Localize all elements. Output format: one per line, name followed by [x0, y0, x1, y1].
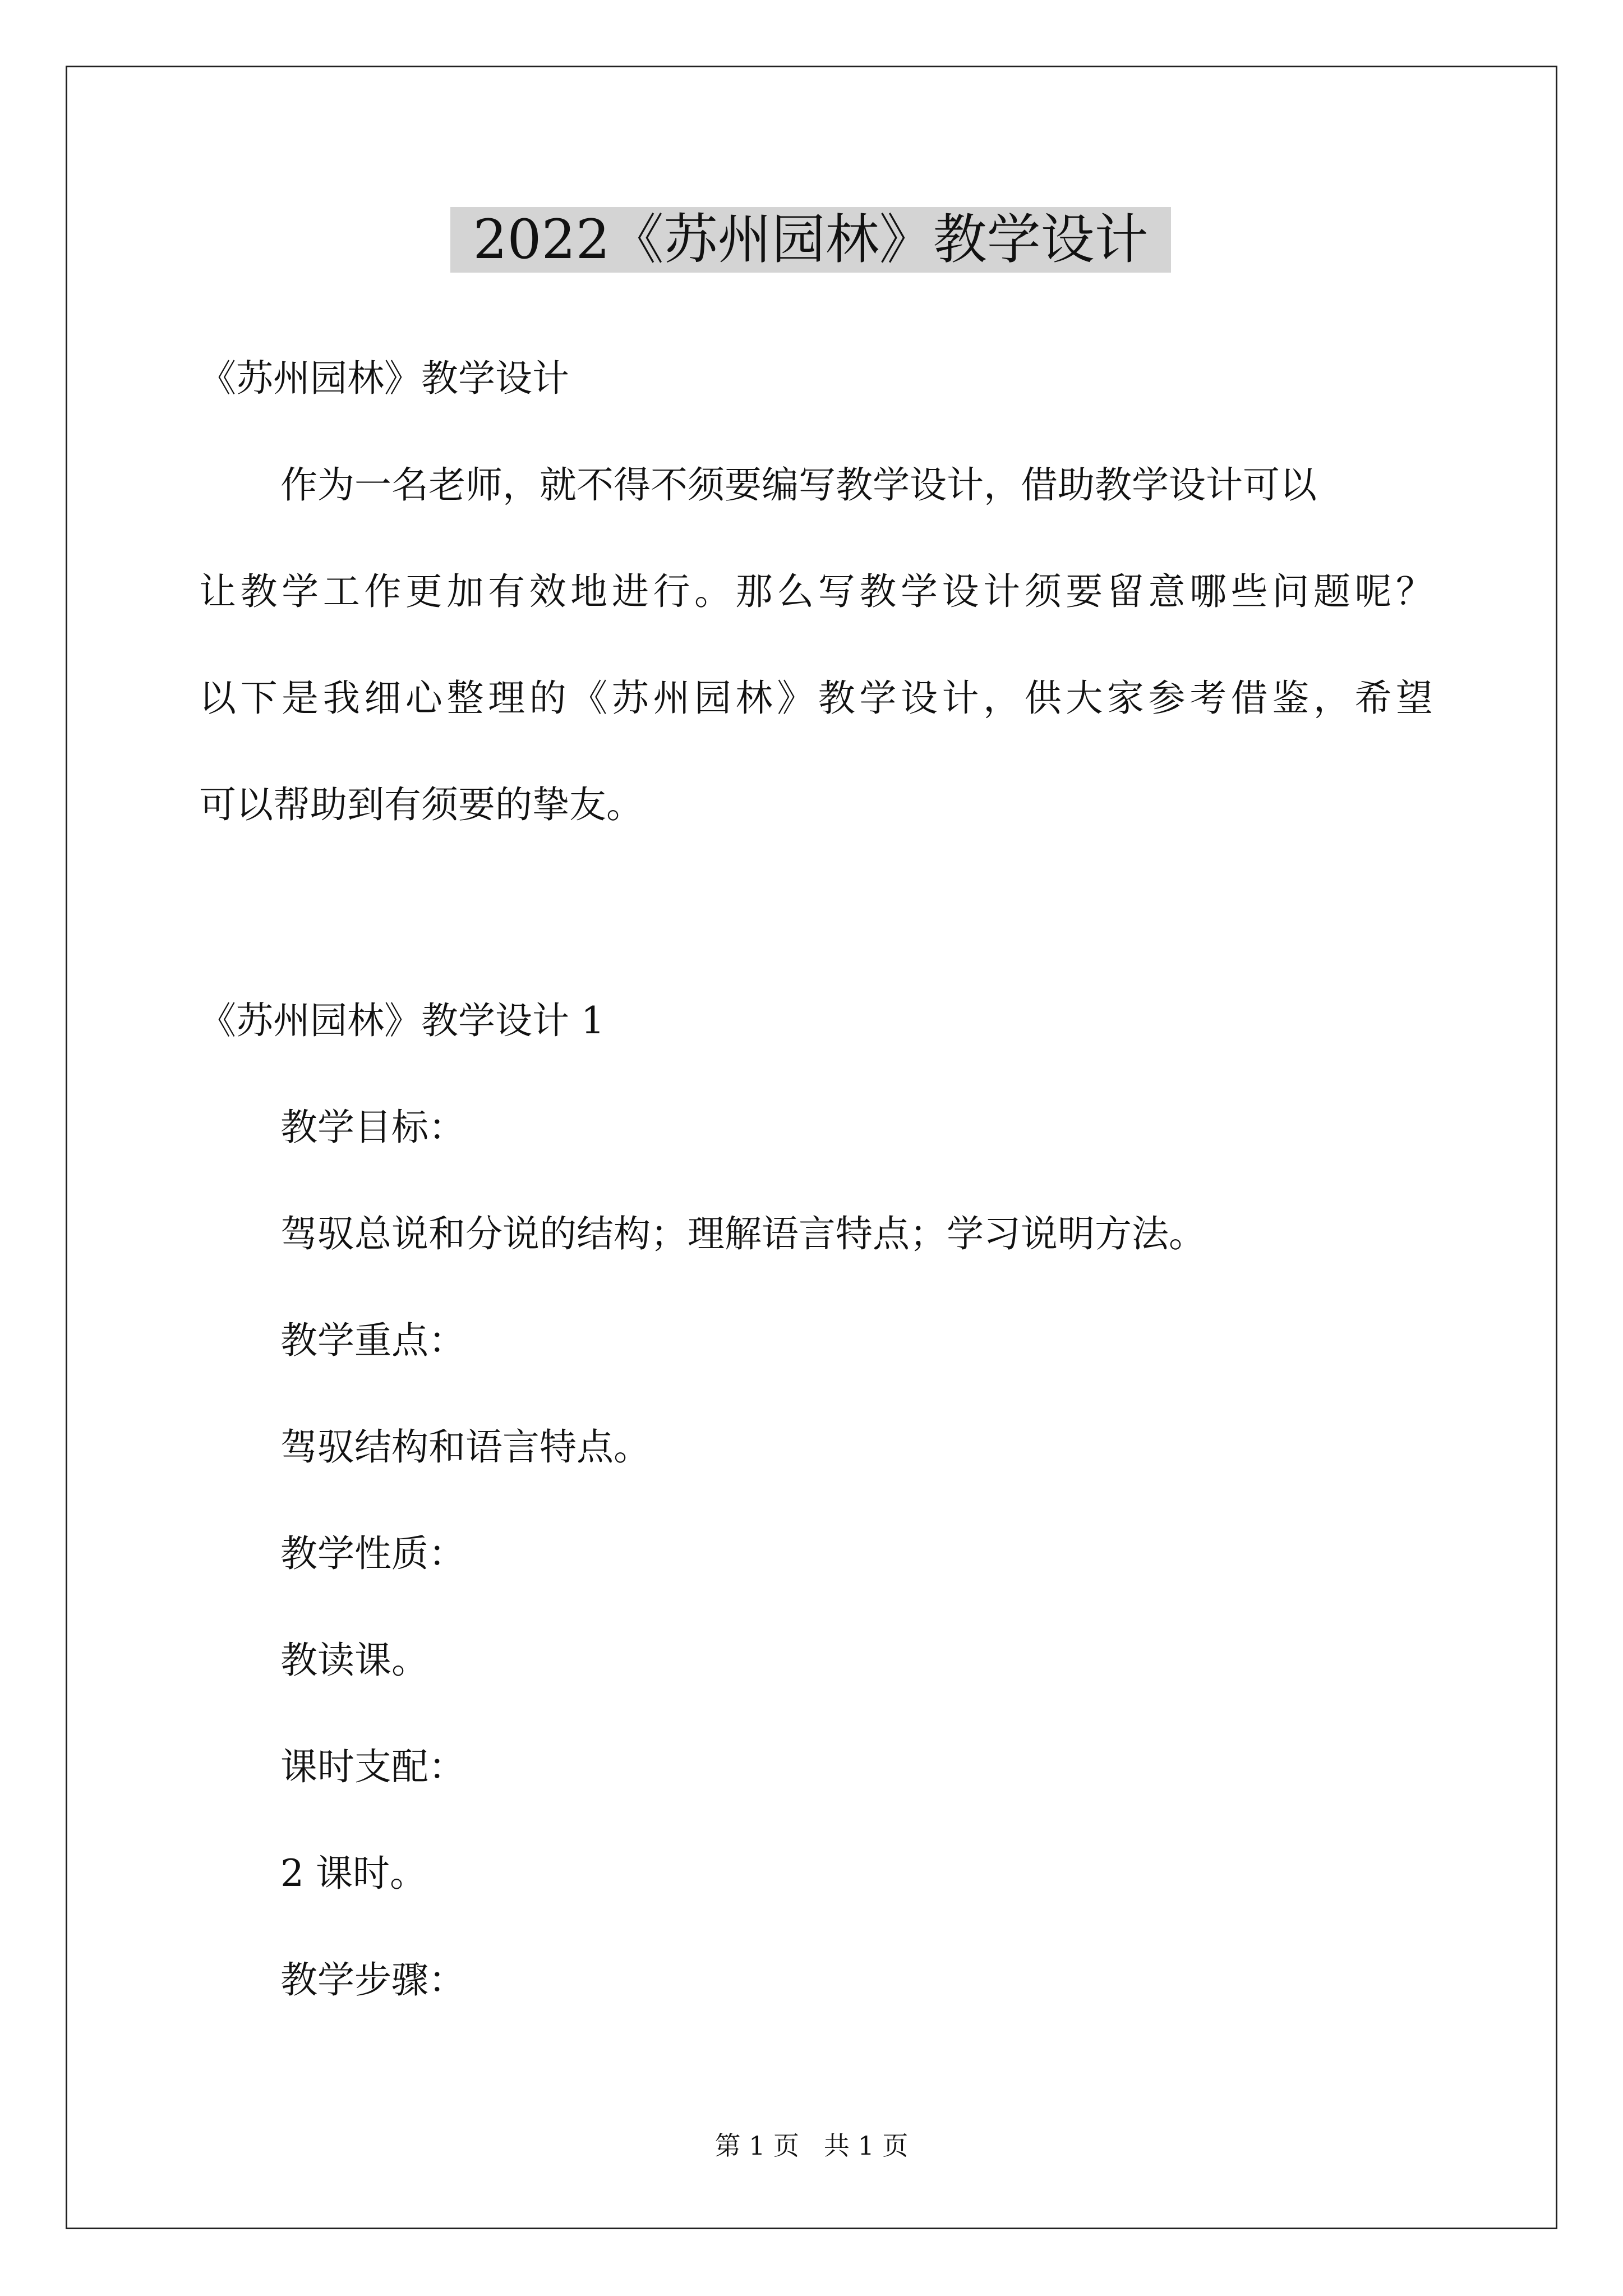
list-item: 驾驭总说和分说的结构；理解语言特点；学习说明方法。 — [280, 1212, 1206, 1255]
list-item: 教学重点： — [280, 1319, 465, 1362]
document-subtitle: 《苏州园林》教学设计 — [199, 357, 569, 400]
intro-line-3: 以下是我细心整理的《苏州园林》教学设计，供大家参考借鉴，希望 — [199, 677, 1433, 720]
list-item: 教学目标： — [280, 1106, 465, 1149]
intro-line-4: 可以帮助到有须要的挚友。 — [199, 783, 643, 826]
section-heading: 《苏州园林》教学设计 1 — [199, 999, 605, 1042]
page-footer: 第 1 页 共 1 页 — [714, 2131, 909, 2161]
list-item: 课时支配： — [280, 1745, 465, 1788]
list-item: 2 课时。 — [280, 1852, 427, 1895]
list-item: 教读课。 — [280, 1639, 428, 1682]
intro-line-2: 让教学工作更加有效地进行。那么写教学设计须要留意哪些问题呢？ — [199, 570, 1433, 613]
list-item: 教学步骤： — [280, 1958, 465, 2001]
list-item: 驾驭结构和语言特点。 — [280, 1425, 651, 1469]
intro-line-1: 作为一名老师，就不得不须要编写教学设计，借助教学设计可以 — [280, 463, 1317, 507]
list-item: 教学性质： — [280, 1532, 465, 1575]
document-title: 2022《苏州园林》教学设计 — [450, 207, 1171, 273]
